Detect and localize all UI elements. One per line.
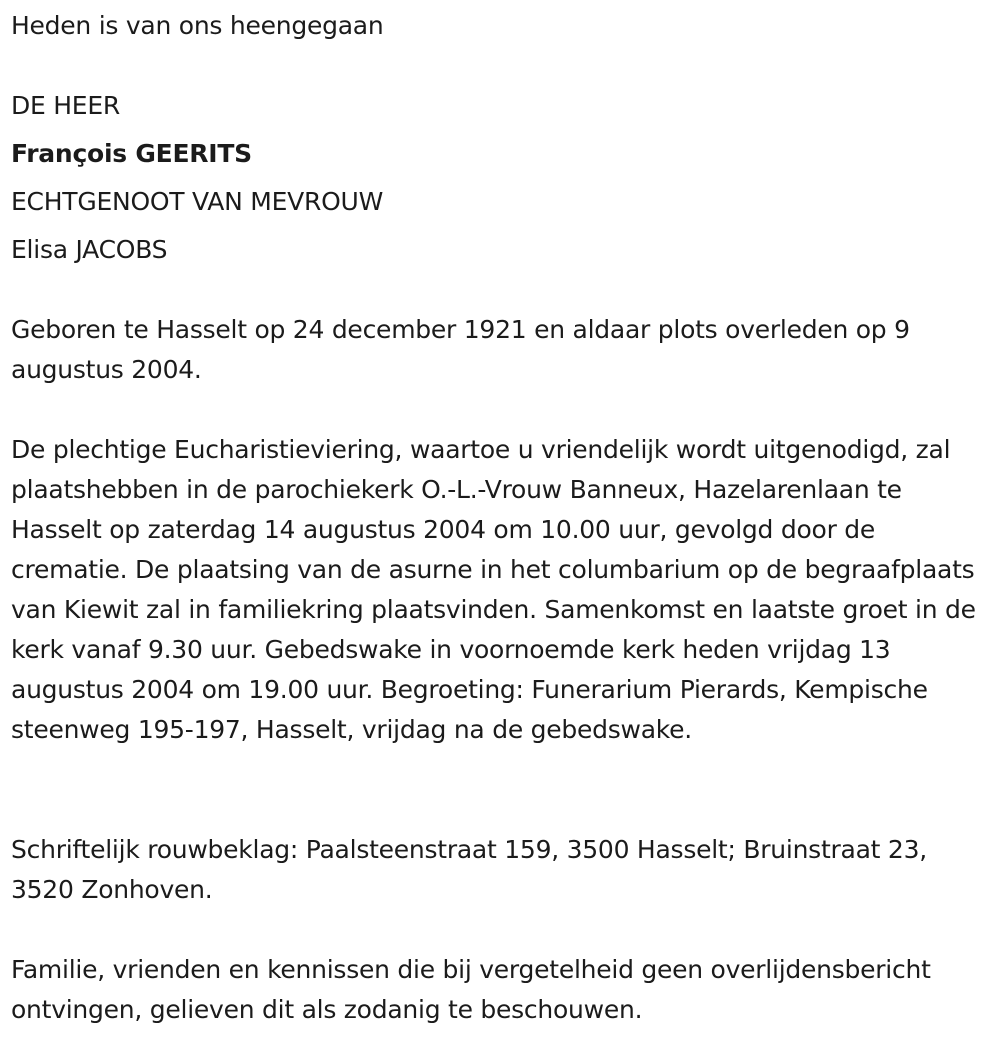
- condolence-paragraph: Schriftelijk rouwbeklag: Paalsteenstraat 159, 3500 Hasselt; Bruinstraat 23, 3520 Zonhoven.: [11, 835, 927, 904]
- closing-paragraph: Familie, vrienden en kennissen die bij vergetelheid geen overlijdensbericht ontvingen, gelieven dit als zodanig te beschouwen.: [11, 955, 931, 1024]
- deceased-name: François GEERITS: [11, 139, 252, 168]
- intro-text: Heden is van ons heengegaan: [11, 11, 384, 40]
- birth-death-paragraph: Geboren te Hasselt op 24 december 1921 en aldaar plots overleden op 9 augustus 2004.: [11, 315, 910, 384]
- ceremony-paragraph: De plechtige Eucharistieviering, waartoe u vriendelijk wordt uitgenodigd, zal plaatshebben in de parochiekerk O.-L.-Vrouw Banneux, Hazelarenlaan te Hasselt op zaterdag 14 augustus 2004 om 10.00 uur, gevolgd door de crematie. De plaatsing van de asurne in het columbarium op de begraafplaats van Kiewit zal in familiekring plaatsvinden. Samenkomst en laatste groet in de kerk vanaf 9.30 uur. Gebedswake in voornoemde kerk heden vrijdag 13 augustus 2004 om 19.00 uur. Begroeting: Funerarium Pierards, Kempische steenweg 195-197, Hasselt, vrijdag na de gebedswake.: [11, 435, 976, 744]
- spouse-label: ECHTGENOOT VAN MEVROUW: [11, 187, 384, 216]
- title-prefix: DE HEER: [11, 91, 121, 120]
- spouse-name: Elisa JACOBS: [11, 235, 168, 264]
